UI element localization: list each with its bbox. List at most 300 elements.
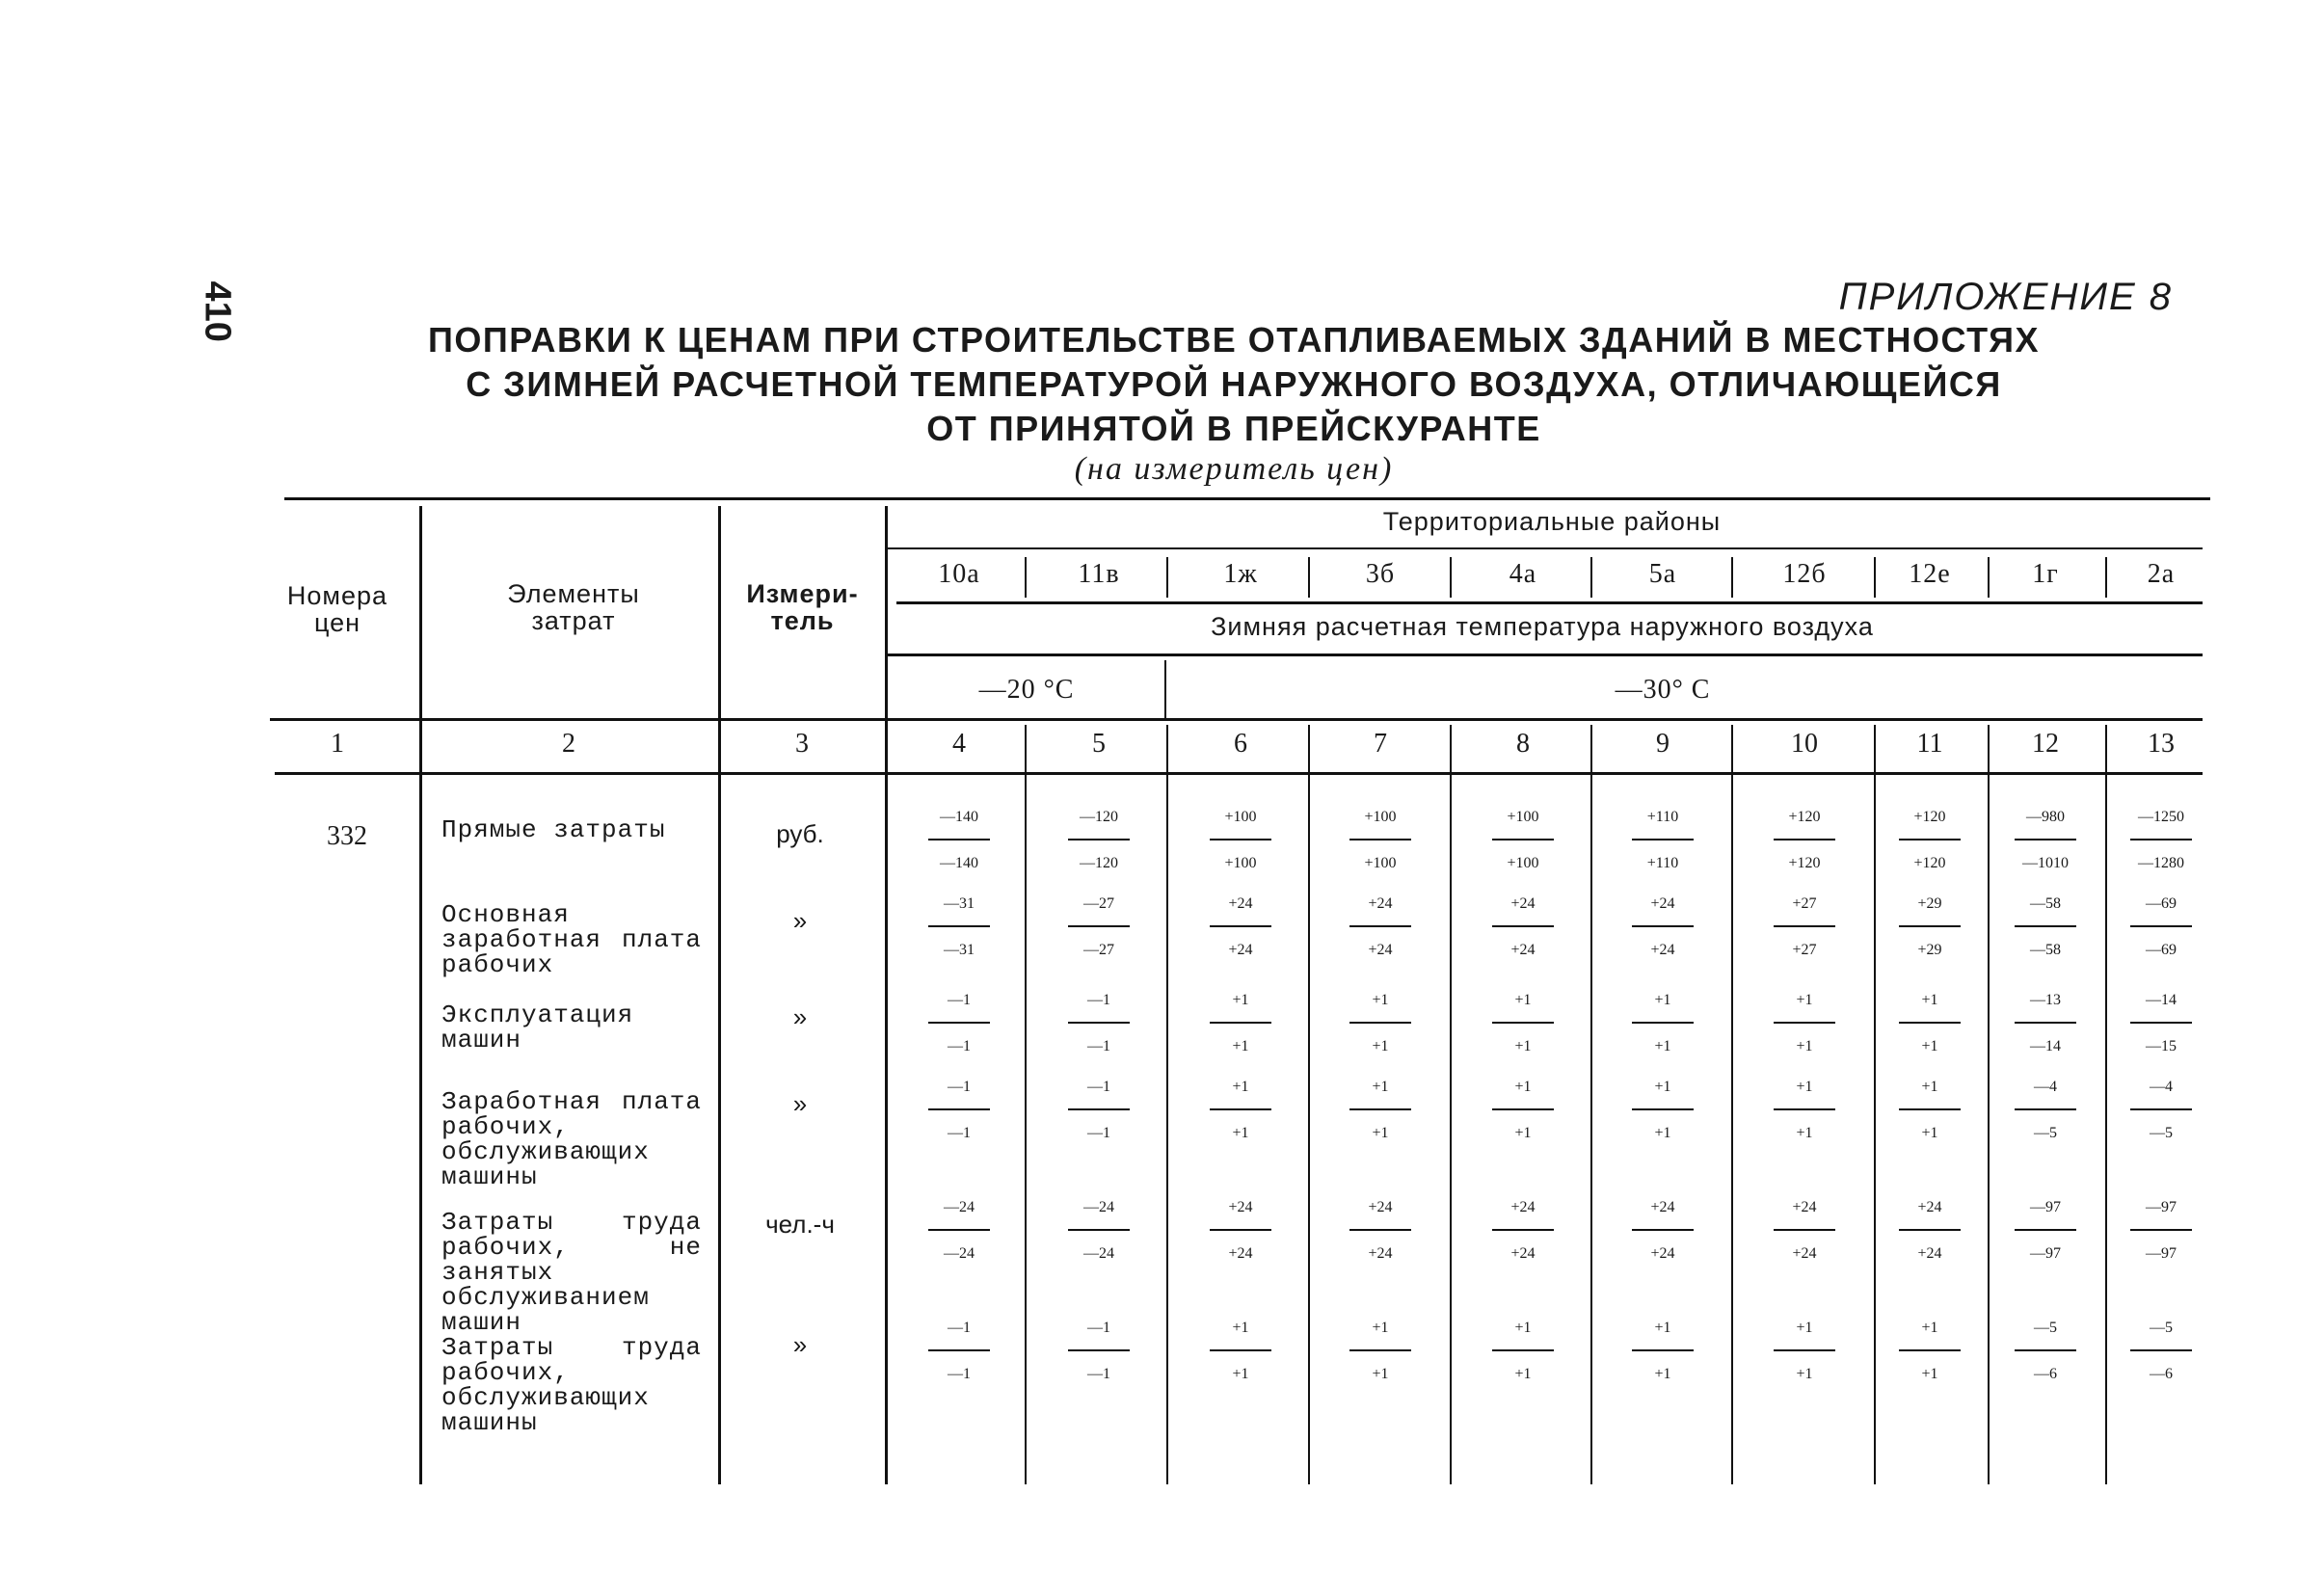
adjustment-denominator: —140 [940,855,978,871]
adjustment-denominator: —31 [944,942,975,958]
table-rule [896,601,2203,604]
adjustment-numerator: —24 [944,1199,975,1215]
adjustment-denominator: —1 [948,1366,971,1382]
table-rule [885,506,888,1484]
adjustment-numerator: —1 [948,1320,971,1336]
adjustment-denominator: —97 [2146,1245,2177,1262]
adjustment-value [906,1190,1012,1271]
adjustment-denominator: +1 [1921,1125,1938,1141]
fraction-bar [1349,1349,1411,1351]
adjustment-numerator: +100 [1364,809,1397,825]
adjustment-numerator: —5 [2034,1320,2057,1336]
adjustment-denominator: —69 [2146,942,2177,958]
adjustment-value [906,887,1012,968]
adjustment-numerator: —1 [948,1079,971,1095]
adjustment-value [1470,1070,1576,1151]
table-rule [1166,557,1168,598]
adjustment-numerator: —980 [2026,809,2065,825]
fraction-bar [1068,1022,1130,1024]
adjustment-value [1327,983,1433,1064]
adjustment-denominator: +1 [1654,1125,1671,1141]
unit-of-measure: руб. [776,819,824,848]
adjustment-denominator: —1280 [2138,855,2184,871]
adjustment-value [1470,1190,1576,1271]
adjustment-value [1188,887,1294,968]
column-number: 12 [2032,729,2059,759]
adjustment-value [1470,800,1576,881]
page-title-line-1: ПОПРАВКИ К ЦЕНАМ ПРИ СТРОИТЕЛЬСТВЕ ОТАПЛИВАЕМЫХ ЗДАНИЙ В МЕСТНОСТЯХ [427,320,2041,360]
adjustment-value [1610,1070,1716,1151]
table-rule [1308,557,1310,598]
adjustment-value [2108,1070,2214,1151]
table-rule [1988,557,1990,598]
fraction-bar [1210,1229,1271,1231]
adjustment-numerator: —14 [2146,992,2177,1008]
adjustment-denominator: —27 [1083,942,1114,958]
fraction-bar [1349,839,1411,840]
fraction-bar [1632,1022,1694,1024]
table-rule [1988,725,1990,1484]
fraction-bar [1492,839,1554,840]
fraction-bar [1632,1108,1694,1110]
adjustment-denominator: +100 [1364,855,1397,871]
adjustment-numerator: —97 [2030,1199,2061,1215]
adjustment-denominator: +1 [1232,1038,1249,1054]
adjustment-numerator: +24 [1650,1199,1675,1215]
adjustment-denominator: +24 [1510,942,1536,958]
fraction-bar [2130,1108,2192,1110]
adjustment-numerator: +24 [1650,895,1675,912]
adjustment-value [1327,1190,1433,1271]
adjustment-value [1992,1070,2098,1151]
adjustment-value [1751,1190,1857,1271]
adjustment-denominator: —6 [2150,1366,2173,1382]
adjustment-value [1327,800,1433,881]
page-title-line-2: С ЗИМНЕЙ РАСЧЕТНОЙ ТЕМПЕРАТУРОЙ НАРУЖНОГО ВОЗДУХА, ОТЛИЧАЮЩЕЙСЯ [466,364,2002,404]
unit-of-measure: » [792,1089,808,1118]
adjustment-denominator: +24 [1228,1245,1253,1262]
region-header: 2а [2147,559,2176,589]
fraction-bar [2015,839,2076,840]
fraction-bar [2015,1022,2076,1024]
adjustment-value [2108,800,2214,881]
adjustment-value [1992,1190,2098,1271]
adjustment-numerator: +1 [1372,992,1389,1008]
adjustment-numerator: +110 [1646,809,1679,825]
adjustment-numerator: +1 [1654,1079,1671,1095]
adjustment-numerator: +120 [1913,809,1946,825]
adjustment-numerator: +1 [1232,1320,1249,1336]
fraction-bar [1632,1349,1694,1351]
fraction-bar [1899,839,1961,840]
region-header: 4а [1509,559,1537,589]
fraction-bar [1210,1022,1271,1024]
unit-of-measure: » [792,1330,808,1359]
adjustment-denominator: +1 [1921,1366,1938,1382]
adjustment-numerator: —58 [2030,895,2061,912]
adjustment-denominator: —14 [2030,1038,2061,1054]
adjustment-numerator: —1 [1087,1079,1110,1095]
fraction-bar [1210,1108,1271,1110]
header-price-numbers: Номера цен [286,581,388,637]
adjustment-denominator: —6 [2034,1366,2057,1382]
fraction-bar [928,1022,990,1024]
adjustment-denominator: —97 [2030,1245,2061,1262]
fraction-bar [1068,1229,1130,1231]
cost-element-label: Основная заработная плата рабочих [441,900,702,979]
adjustment-numerator: +1 [1514,1320,1532,1336]
unit-of-measure: » [792,906,808,935]
column-number: 11 [1916,729,1943,759]
header-unit: Измери- тель [746,579,859,635]
fraction-bar [1492,1349,1554,1351]
adjustment-denominator: +110 [1646,855,1679,871]
adjustment-numerator: +1 [1796,1079,1813,1095]
adjustment-value [1188,983,1294,1064]
adjustment-value [1470,1311,1576,1392]
fraction-bar [2130,1229,2192,1231]
adjustment-numerator: +1 [1232,1079,1249,1095]
adjustment-denominator: —1 [948,1038,971,1054]
adjustment-value [1751,983,1857,1064]
cost-element-label: Прямые затраты [441,815,666,844]
fraction-bar [1068,1349,1130,1351]
adjustment-value [1992,1311,2098,1392]
adjustment-denominator: —58 [2030,942,2061,958]
fraction-bar [1492,1229,1554,1231]
adjustment-value [1188,1311,1294,1392]
adjustment-numerator: +100 [1507,809,1539,825]
fraction-bar [1632,1229,1694,1231]
adjustment-value [1046,1311,1152,1392]
fraction-bar [2015,1229,2076,1231]
adjustment-value [1470,887,1576,968]
column-number: 7 [1374,729,1387,759]
adjustment-denominator: +24 [1650,1245,1675,1262]
table-rule [887,654,2203,656]
fraction-bar [1068,925,1130,927]
fraction-bar [928,1229,990,1231]
fraction-bar [2130,1349,2192,1351]
adjustment-numerator: +24 [1228,1199,1253,1215]
adjustment-numerator: +1 [1921,992,1938,1008]
adjustment-numerator: —120 [1080,809,1118,825]
table-rule [1450,557,1452,598]
table-rule [1590,557,1592,598]
fraction-bar [1349,1022,1411,1024]
adjustment-value [2108,1190,2214,1271]
fraction-bar [1349,925,1411,927]
adjustment-denominator: +27 [1792,942,1817,958]
column-number: 8 [1516,729,1530,759]
adjustment-numerator: +24 [1228,895,1253,912]
adjustment-denominator: +1 [1921,1038,1938,1054]
adjustment-denominator: +1 [1654,1366,1671,1382]
table-top-rule [284,497,2210,500]
adjustment-value [1327,887,1433,968]
table-rule [718,506,721,1484]
adjustment-denominator: +1 [1514,1125,1532,1141]
adjustment-value [1470,983,1576,1064]
region-header: 11в [1078,559,1120,589]
table-rule [1025,725,1027,1484]
page-title-line-3: ОТ ПРИНЯТОЙ В ПРЕЙСКУРАНТЕ [926,409,1541,448]
adjustment-numerator: —5 [2150,1320,2173,1336]
column-number: 10 [1791,729,1818,759]
fraction-bar [928,1108,990,1110]
adjustment-numerator: +1 [1921,1079,1938,1095]
adjustment-value [1046,800,1152,881]
fraction-bar [1774,925,1835,927]
adjustment-numerator: —1 [1087,992,1110,1008]
adjustment-denominator: —24 [944,1245,975,1262]
table-rule [1731,557,1733,598]
fraction-bar [1210,1349,1271,1351]
adjustment-numerator: —1 [1087,1320,1110,1336]
adjustment-value [1046,1190,1152,1271]
column-number: 3 [795,729,809,759]
fraction-bar [928,839,990,840]
adjustment-denominator: —5 [2150,1125,2173,1141]
adjustment-denominator: +120 [1913,855,1946,871]
adjustment-value [1877,983,1983,1064]
adjustment-value [906,800,1012,881]
adjustment-denominator: —1 [1087,1125,1110,1141]
fraction-bar [1632,925,1694,927]
adjustment-numerator: —140 [940,809,978,825]
adjustment-numerator: +1 [1796,992,1813,1008]
table-rule [1164,660,1166,720]
table-rule [270,718,2203,721]
fraction-bar [2130,1022,2192,1024]
adjustment-numerator: —27 [1083,895,1114,912]
adjustment-denominator: +24 [1917,1245,1942,1262]
adjustment-value [1610,1311,1716,1392]
cost-element-label: Заработная плата рабочих, обслуживающих машины [441,1087,702,1191]
adjustment-numerator: +1 [1654,992,1671,1008]
adjustment-numerator: —97 [2146,1199,2177,1215]
adjustment-numerator: —69 [2146,895,2177,912]
adjustment-numerator: +1 [1232,992,1249,1008]
adjustment-value [1992,800,2098,881]
adjustment-value [1877,800,1983,881]
adjustment-value [1188,1070,1294,1151]
cost-element-label: Затраты труда рабочих, обслуживающих машины [441,1333,702,1437]
adjustment-numerator: +1 [1921,1320,1938,1336]
adjustment-value [2108,983,2214,1064]
fraction-bar [1492,1022,1554,1024]
region-header: 1ж [1223,559,1258,589]
adjustment-denominator: +1 [1372,1125,1389,1141]
table-rule [1450,725,1452,1484]
adjustment-denominator: +100 [1224,855,1257,871]
header-territorial-regions: Территориальные районы [1382,507,1722,536]
adjustment-numerator: —31 [944,895,975,912]
table-rule [1874,557,1876,598]
adjustment-numerator: +24 [1368,895,1393,912]
adjustment-denominator: —1010 [2022,855,2069,871]
adjustment-denominator: +29 [1917,942,1942,958]
fraction-bar [928,1349,990,1351]
adjustment-value [2108,887,2214,968]
fraction-bar [1899,1022,1961,1024]
adjustment-denominator: —15 [2146,1038,2177,1054]
header-temp-minus-20: —20 °C [978,675,1075,705]
fraction-bar [1899,1108,1961,1110]
adjustment-value [1992,887,2098,968]
table-rule [1590,725,1592,1484]
adjustment-denominator: +1 [1372,1038,1389,1054]
adjustment-numerator: +1 [1514,1079,1532,1095]
region-header: 12е [1909,559,1951,589]
adjustment-denominator: +24 [1510,1245,1536,1262]
region-header: 12б [1782,559,1827,589]
adjustment-value [906,983,1012,1064]
adjustment-value [1992,983,2098,1064]
adjustment-numerator: +1 [1372,1079,1389,1095]
region-header: 10а [938,559,980,589]
adjustment-numerator: +24 [1917,1199,1942,1215]
table-rule [1308,725,1310,1484]
adjustment-denominator: +1 [1372,1366,1389,1382]
table-rule [887,547,2203,549]
fraction-bar [1632,839,1694,840]
adjustment-value [906,1311,1012,1392]
unit-of-measure: чел.-ч [765,1210,835,1239]
fraction-bar [1774,1349,1835,1351]
adjustment-denominator: +24 [1792,1245,1817,1262]
adjustment-value [1046,983,1152,1064]
adjustment-numerator: +120 [1788,809,1821,825]
page-number: 410 [197,280,238,342]
adjustment-value [1877,1311,1983,1392]
adjustment-value [1188,800,1294,881]
adjustment-value [1751,1311,1857,1392]
adjustment-numerator: +1 [1796,1320,1813,1336]
fraction-bar [1899,925,1961,927]
fraction-bar [1068,1108,1130,1110]
column-number: 6 [1234,729,1247,759]
adjustment-value [1877,1190,1983,1271]
adjustment-numerator: +24 [1510,895,1536,912]
region-header: 3б [1365,559,1396,589]
fraction-bar [1899,1349,1961,1351]
header-winter-temperature: Зимняя расчетная температура наружного воздуха [1211,612,1874,641]
adjustment-value [1188,1190,1294,1271]
adjustment-denominator: —5 [2034,1125,2057,1141]
fraction-bar [1774,1108,1835,1110]
adjustment-denominator: —24 [1083,1245,1114,1262]
adjustment-numerator: +100 [1224,809,1257,825]
adjustment-value [2108,1311,2214,1392]
adjustment-denominator: +1 [1796,1038,1813,1054]
adjustment-numerator: —4 [2150,1079,2173,1095]
table-rule [419,506,422,1484]
adjustment-value [1610,1190,1716,1271]
fraction-bar [1774,1022,1835,1024]
adjustment-denominator: +24 [1368,942,1393,958]
fraction-bar [1774,1229,1835,1231]
adjustment-numerator: —1 [948,992,971,1008]
adjustment-numerator: —1250 [2138,809,2184,825]
adjustment-numerator: +1 [1514,992,1532,1008]
adjustment-denominator: +1 [1654,1038,1671,1054]
fraction-bar [928,925,990,927]
adjustment-denominator: +1 [1232,1366,1249,1382]
fraction-bar [1068,839,1130,840]
adjustment-value [1327,1311,1433,1392]
table-rule [2105,725,2107,1484]
column-number: 5 [1092,729,1106,759]
fraction-bar [1210,925,1271,927]
column-number: 4 [952,729,966,759]
adjustment-value [1751,1070,1857,1151]
adjustment-denominator: —120 [1080,855,1118,871]
region-header: 5а [1648,559,1677,589]
adjustment-numerator: —13 [2030,992,2061,1008]
adjustment-denominator: +1 [1796,1366,1813,1382]
column-number: 2 [562,729,575,759]
table-rule [2105,557,2107,598]
adjustment-value [1327,1070,1433,1151]
adjustment-value [1046,887,1152,968]
fraction-bar [1774,839,1835,840]
adjustment-denominator: —1 [1087,1366,1110,1382]
fraction-bar [2130,925,2192,927]
adjustment-numerator: +24 [1368,1199,1393,1215]
adjustment-denominator: +1 [1796,1125,1813,1141]
fraction-bar [2015,1108,2076,1110]
table-rule [1166,725,1168,1484]
table-rule [1025,557,1027,598]
adjustment-denominator: +1 [1514,1038,1532,1054]
adjustment-denominator: +120 [1788,855,1821,871]
adjustment-value [1610,983,1716,1064]
table-rule [275,772,2203,775]
adjustment-value [1751,800,1857,881]
adjustment-value [1610,887,1716,968]
fraction-bar [1492,925,1554,927]
unit-of-measure: » [792,1002,808,1031]
fraction-bar [2015,1349,2076,1351]
adjustment-numerator: —4 [2034,1079,2057,1095]
adjustment-numerator: +27 [1792,895,1817,912]
header-cost-elements: Элементы затрат [507,579,640,635]
adjustment-numerator: +24 [1792,1199,1817,1215]
adjustment-denominator: +100 [1507,855,1539,871]
adjustment-denominator: +24 [1650,942,1675,958]
fraction-bar [1492,1108,1554,1110]
cost-element-label: Эксплуатация машин [441,1000,634,1054]
fraction-bar [1349,1108,1411,1110]
adjustment-value [1751,887,1857,968]
adjustment-denominator: +1 [1232,1125,1249,1141]
adjustment-numerator: —24 [1083,1199,1114,1215]
fraction-bar [1210,839,1271,840]
header-temp-minus-30: —30° C [1615,675,1711,705]
adjustment-numerator: +29 [1917,895,1942,912]
adjustment-value [1046,1070,1152,1151]
table-rule [1874,725,1876,1484]
column-number: 1 [331,729,344,759]
fraction-bar [2015,925,2076,927]
appendix-label: ПРИЛОЖЕНИЕ 8 [1838,276,2173,318]
cost-element-label: Затраты труда рабочих, не занятых обслуживанием машин [441,1208,702,1337]
adjustment-value [1877,1070,1983,1151]
page-subtitle: (на измеритель цен) [1074,451,1394,487]
adjustment-denominator: +1 [1514,1366,1532,1382]
price-code: 332 [327,821,367,851]
